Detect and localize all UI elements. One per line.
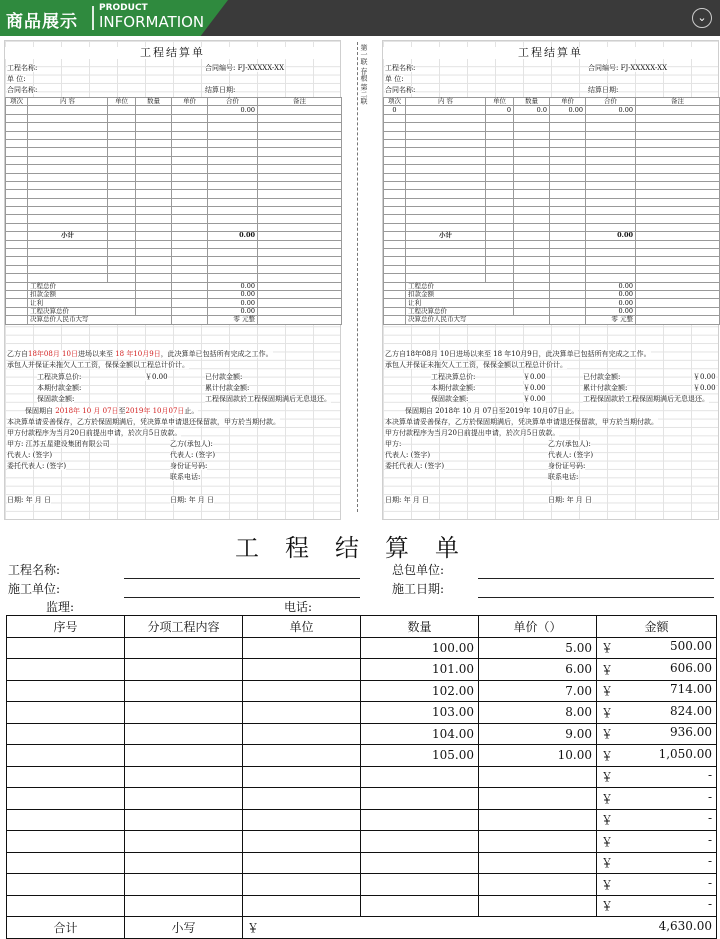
- party-b: 乙方(承包人):: [548, 440, 591, 448]
- general-contractor-label: 总包单位:: [392, 563, 445, 577]
- para-keep: 本决算单请妥善保存，乙方於保固期满后，凭决算单申请退还保留款，甲方於当期付款。: [385, 418, 658, 426]
- header-banner: [0, 0, 720, 36]
- table-row: [6, 265, 342, 273]
- mini-left-blank-rows-2: [6, 240, 342, 282]
- warranty-period: 保固期自 2018年 10 月 07日至2019年 10月07日止。: [405, 407, 579, 415]
- phone-label: 电话:: [284, 600, 313, 614]
- table-row: [7, 745, 717, 767]
- table-row: [6, 173, 342, 181]
- table-row: [6, 274, 342, 282]
- table-row: [384, 173, 720, 181]
- settlement-rows: [7, 637, 717, 917]
- mini-right-blank-rows-2: [384, 240, 720, 282]
- table-header-row: [6, 98, 342, 106]
- header-cell: 备注: [258, 98, 342, 106]
- cum-pay-value: ￥0.00: [693, 384, 716, 392]
- this-pay-label: 本期付款金额:: [431, 384, 476, 392]
- amount-cell: -: [707, 768, 712, 783]
- contract-name-label: 合同名称:: [7, 86, 38, 94]
- price-cell: [479, 766, 597, 788]
- header-item: 分项工程内容: [125, 616, 243, 638]
- amount-cell: 1,050.00: [658, 746, 712, 761]
- retention-label: 保固款金额:: [37, 395, 75, 403]
- header-cell: 合价: [586, 98, 636, 106]
- settle-date-label: 结算日期:: [588, 86, 619, 94]
- table-row: [384, 156, 720, 164]
- paid-label: 已付款金额:: [205, 373, 243, 381]
- table-row: [7, 723, 717, 745]
- table-row: [384, 265, 720, 273]
- total-value: ￥0.00: [145, 373, 168, 381]
- retention-label: 保固款金额:: [431, 395, 469, 403]
- header-qty: 数量: [361, 616, 479, 638]
- table-row: [384, 148, 720, 156]
- price-cell: 9.00: [479, 723, 597, 745]
- amount-cell: -: [707, 832, 712, 847]
- table-row: [384, 198, 720, 206]
- project-name-label: 工程名称:: [385, 64, 416, 72]
- table-header-row: [384, 98, 720, 106]
- general-contractor-line: [478, 578, 714, 579]
- table-row: [6, 156, 342, 164]
- rep-b: 代表人: (签字): [170, 451, 216, 459]
- chevron-down-icon[interactable]: ⌄: [692, 8, 712, 28]
- qty-cell: [361, 895, 479, 917]
- header-cell: 数量: [136, 98, 172, 106]
- construction-unit-line: [124, 597, 360, 598]
- contract-no: 合同编号: FJ-XXXXX-XX: [588, 64, 668, 72]
- cum-pay-label: 累计付款金额:: [205, 384, 250, 392]
- amount-cell: 824.00: [670, 703, 712, 718]
- price-cell: [479, 831, 597, 853]
- currency-symbol: ￥: [601, 856, 614, 871]
- header-cell: 数量: [514, 98, 550, 106]
- table-row: [384, 274, 720, 282]
- qty-cell: [361, 788, 479, 810]
- total-label: 工程决算总价:: [37, 373, 82, 381]
- para-payment: 甲方付款程序为当月20日前提出申请，於次月5日放款。: [385, 429, 560, 437]
- summary-row: 工程总价 0.00: [6, 282, 342, 290]
- table-row: [6, 215, 342, 223]
- header-cell: 项次: [6, 98, 28, 106]
- table-row: [384, 190, 720, 198]
- currency-symbol: ￥: [601, 813, 614, 828]
- currency-symbol: ￥: [601, 899, 614, 914]
- summary-row: 工程决算总价 0.00: [384, 307, 720, 315]
- currency-symbol: ￥: [601, 641, 614, 656]
- party-a: 甲方:: [385, 440, 402, 448]
- price-cell: [479, 874, 597, 896]
- party-a: 甲方: 江苏五星建设集团有限公司: [7, 440, 110, 448]
- price-cell: [479, 895, 597, 917]
- this-pay-value: ￥0.00: [523, 384, 546, 392]
- settlement-table: [6, 615, 717, 939]
- mini-items-table: [383, 97, 720, 325]
- table-row: [7, 637, 717, 659]
- amount-cell: -: [707, 789, 712, 804]
- table-row: [384, 207, 720, 215]
- table-row: [384, 223, 720, 231]
- table-row: [6, 207, 342, 215]
- small-label: 小写: [125, 917, 243, 939]
- rmb-row: 决算总价人民币大写 零 元整: [6, 316, 342, 324]
- date-a: 日期: 年 月 日: [7, 496, 52, 504]
- table-row: [7, 852, 717, 874]
- header-amount: 金额: [597, 616, 717, 638]
- qty-cell: 102.00: [361, 680, 479, 702]
- table-row: [7, 702, 717, 724]
- price-cell: [479, 788, 597, 810]
- header-seq: 序号: [7, 616, 125, 638]
- header-cell: 单位: [486, 98, 514, 106]
- table-header-row: [7, 616, 717, 638]
- agent-a: 委托代表人: (签字): [385, 462, 445, 470]
- construction-unit-label: 施工单位:: [8, 582, 61, 596]
- table-row: [6, 198, 342, 206]
- copy-label: 第一联 存根 第二联: [360, 44, 368, 105]
- currency-symbol: ￥: [601, 684, 614, 699]
- date-b: 日期: 年 月 日: [548, 496, 593, 504]
- banner-title-en-big: INFORMATION: [99, 13, 205, 31]
- table-row: [7, 831, 717, 853]
- banner-title-en-small: PRODUCT: [99, 3, 148, 13]
- qty-cell: 101.00: [361, 659, 479, 681]
- table-row: [384, 139, 720, 147]
- contract-no: 合同编号: FJ-XXXXX-XX: [205, 64, 285, 72]
- date-b: 日期: 年 月 日: [170, 496, 215, 504]
- qty-cell: 103.00: [361, 702, 479, 724]
- supervisor-label: 监理:: [46, 600, 75, 614]
- qty-cell: 100.00: [361, 637, 479, 659]
- unit-label: 单 位:: [385, 75, 404, 83]
- phone-b: 联系电话:: [170, 473, 201, 481]
- phone-b: 联系电话:: [548, 473, 579, 481]
- perforation-line: [357, 42, 358, 512]
- table-row: [6, 190, 342, 198]
- table-row: [384, 123, 720, 131]
- para-entry: 乙方自18年08月 10日进场以来至 18 年10月9日，此决算单已包括所有完成之工作。: [385, 350, 651, 358]
- qty-cell: [361, 852, 479, 874]
- amount-cell: -: [707, 897, 712, 912]
- total-currency: ￥: [247, 920, 260, 935]
- table-row: [6, 257, 342, 265]
- table-row: [6, 114, 342, 122]
- cum-pay-label: 累计付款金额:: [583, 384, 628, 392]
- table-row: [384, 240, 720, 248]
- para-wages: 承包人并保证未拖欠人工工资，保保金额以工程总计价计。: [7, 361, 189, 369]
- table-row: [7, 874, 717, 896]
- table-row: [384, 257, 720, 265]
- table-row: 0.00: [6, 106, 342, 114]
- banner-title-cn: 商品展示: [6, 12, 78, 32]
- price-cell: 6.00: [479, 659, 597, 681]
- para-payment: 甲方付款程序为当月20日前提出申请，於次月5日放款。: [7, 429, 182, 437]
- amount-cell: -: [707, 811, 712, 826]
- amount-cell: 500.00: [670, 639, 712, 654]
- paid-value: ￥0.00: [693, 373, 716, 381]
- retention-note: 工程保固款於工程保固期满后无息退还。: [205, 395, 331, 403]
- amount-cell: -: [707, 854, 712, 869]
- total-label: 合计: [7, 917, 125, 939]
- currency-symbol: ￥: [601, 834, 614, 849]
- table-row: [6, 131, 342, 139]
- project-name-label: 工程名称:: [7, 64, 38, 72]
- price-cell: 10.00: [479, 745, 597, 767]
- summary-row: 让利 0.00: [384, 299, 720, 307]
- mini-title: 工程结算单: [5, 47, 340, 59]
- table-row: [7, 659, 717, 681]
- retention-value: ￥0.00: [523, 395, 546, 403]
- currency-symbol: ￥: [601, 748, 614, 763]
- currency-symbol: ￥: [601, 770, 614, 785]
- currency-symbol: ￥: [601, 727, 614, 742]
- date-a: 日期: 年 月 日: [385, 496, 430, 504]
- qty-cell: [361, 809, 479, 831]
- para-wages: 承包人并保证未拖欠人工工资，保保金额以工程总计价计。: [385, 361, 567, 369]
- table-row: [7, 680, 717, 702]
- para-keep: 本决算单请妥善保存，乙方於保固期满后，凭决算单申请退还保留款，甲方於当期付款。: [7, 418, 280, 426]
- amount-cell: -: [707, 875, 712, 890]
- summary-row: 扣款金额 0.00: [6, 290, 342, 298]
- header-price: 单价（）: [479, 616, 597, 638]
- amount-cell: 936.00: [670, 725, 712, 740]
- table-row: [6, 249, 342, 257]
- qty-cell: [361, 831, 479, 853]
- header-cell: 合价: [208, 98, 258, 106]
- amount-cell: 714.00: [670, 682, 712, 697]
- summary-row: 让利 0.00: [6, 299, 342, 307]
- rmb-row: 决算总价人民币大写 零 元整: [384, 316, 720, 324]
- price-cell: [479, 852, 597, 874]
- warranty-period: 保固期自 2018年 10 月 07日至2019年 10月07日止。: [25, 407, 199, 415]
- summary-row: 工程决算总价 0.00: [6, 307, 342, 315]
- currency-symbol: ￥: [601, 705, 614, 720]
- table-row: [6, 181, 342, 189]
- price-cell: 8.00: [479, 702, 597, 724]
- mini-right-blank-rows: [384, 114, 720, 231]
- header-unit: 单位: [243, 616, 361, 638]
- table-row: [384, 181, 720, 189]
- header-cell: 备注: [636, 98, 720, 106]
- header-cell: 单价: [172, 98, 208, 106]
- currency-symbol: ￥: [601, 791, 614, 806]
- table-row: 0 0 0.0 0.00 0.00: [384, 106, 720, 114]
- mini-left-blank-rows: [6, 114, 342, 231]
- unit-label: 单 位:: [7, 75, 26, 83]
- table-row: [384, 131, 720, 139]
- price-cell: 5.00: [479, 637, 597, 659]
- header-cell: 项次: [384, 98, 406, 106]
- rep-b: 代表人: (签字): [548, 451, 594, 459]
- summary-row: 扣款金额 0.00: [384, 290, 720, 298]
- summary-row: 工程总价 0.00: [384, 282, 720, 290]
- header-cell: 单价: [550, 98, 586, 106]
- table-row: [384, 165, 720, 173]
- project-name-label: 工程名称:: [8, 563, 61, 577]
- subtotal-row: 小计 0.00: [6, 232, 342, 240]
- rep-a: 代表人: (签字): [385, 451, 431, 459]
- qty-cell: [361, 766, 479, 788]
- project-name-line: [124, 578, 360, 579]
- mini-title: 工程结算单: [383, 47, 718, 59]
- table-row: [7, 788, 717, 810]
- price-cell: 7.00: [479, 680, 597, 702]
- subtotal-row: 小计 0.00: [384, 232, 720, 240]
- table-row: [6, 223, 342, 231]
- party-b: 乙方(承包人):: [170, 440, 213, 448]
- header-cell: 单位: [108, 98, 136, 106]
- para-entry: 乙方自18年08月 10日进场以来至 18 年10月9日，此决算单已包括所有完成之工作。: [7, 350, 273, 358]
- big-form-title: 工程结算单: [235, 534, 485, 562]
- total-label: 工程决算总价:: [431, 373, 476, 381]
- qty-cell: 104.00: [361, 723, 479, 745]
- table-row: [7, 766, 717, 788]
- mini-items-table: [5, 97, 342, 325]
- total-row: [7, 917, 717, 939]
- id-b: 身份证号码:: [170, 462, 208, 470]
- table-row: [7, 809, 717, 831]
- amount-cell: 606.00: [670, 660, 712, 675]
- total-amount: 4,630.00: [658, 918, 712, 933]
- table-row: [6, 148, 342, 156]
- header-cell: 内 容: [406, 98, 486, 106]
- qty-cell: [361, 874, 479, 896]
- table-row: [384, 215, 720, 223]
- retention-note: 工程保固款於工程保固期满后无息退还。: [583, 395, 709, 403]
- construction-date-label: 施工日期:: [392, 582, 445, 596]
- currency-symbol: ￥: [601, 877, 614, 892]
- table-row: [6, 240, 342, 248]
- rep-a: 代表人: (签字): [7, 451, 53, 459]
- id-b: 身份证号码:: [548, 462, 586, 470]
- total-value: ￥0.00: [523, 373, 546, 381]
- table-row: [6, 165, 342, 173]
- construction-date-line: [478, 597, 714, 598]
- settlement-form-thumbnail-right: [382, 40, 719, 520]
- contract-name-label: 合同名称:: [385, 86, 416, 94]
- banner-divider: [92, 6, 94, 30]
- table-row: [6, 123, 342, 131]
- agent-a: 委托代表人: (签字): [7, 462, 67, 470]
- qty-cell: 105.00: [361, 745, 479, 767]
- currency-symbol: ￥: [601, 662, 614, 677]
- table-row: [7, 895, 717, 917]
- paid-label: 已付款金额:: [583, 373, 621, 381]
- settle-date-label: 结算日期:: [205, 86, 236, 94]
- table-row: [384, 249, 720, 257]
- header-cell: 内 容: [28, 98, 108, 106]
- this-pay-label: 本期付款金额:: [37, 384, 82, 392]
- table-row: [6, 139, 342, 147]
- table-row: [384, 114, 720, 122]
- settlement-form-thumbnail-left: [4, 40, 341, 520]
- price-cell: [479, 809, 597, 831]
